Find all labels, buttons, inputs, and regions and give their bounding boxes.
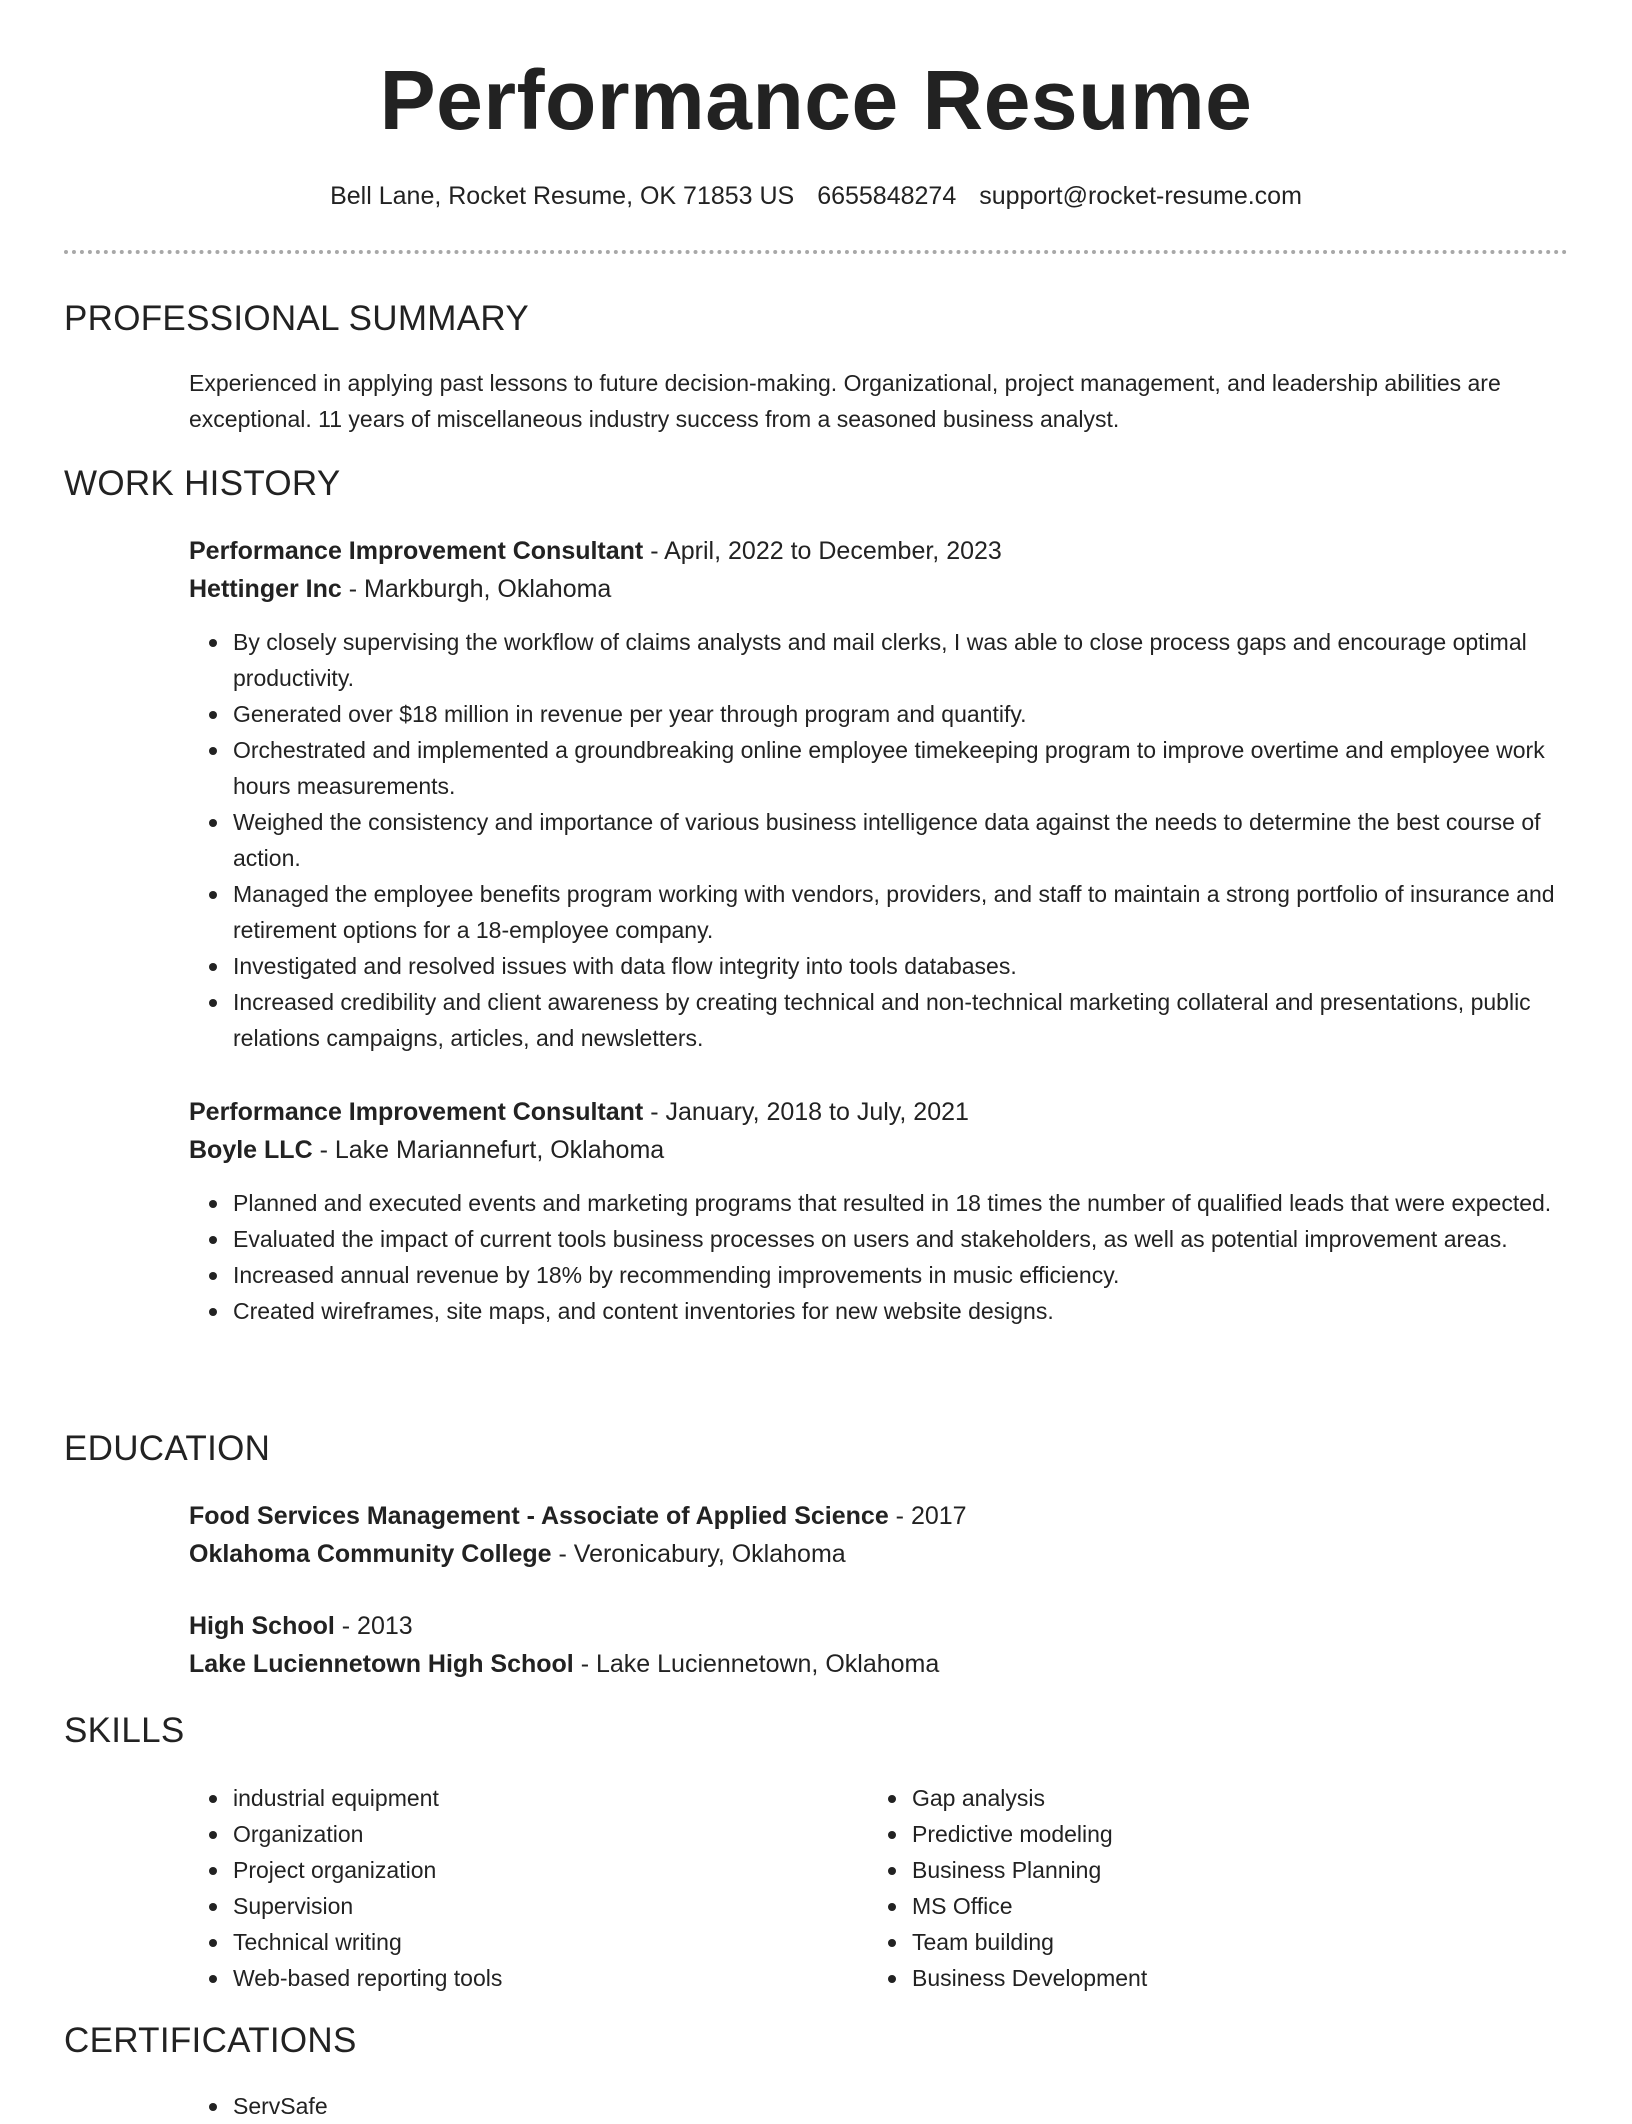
job-bullet: Generated over $18 million in revenue per year through program and quantify. <box>233 696 1569 732</box>
job-title-line <box>189 532 1569 570</box>
job-bullet: Weighed the consistency and importance of various business intelligence data against the needs to determine the best course of action. <box>233 804 1569 876</box>
education-location: - Lake Luciennetown, Oklahoma <box>573 1650 940 1678</box>
job-bullets <box>189 1185 1569 1329</box>
education-year: - 2017 <box>888 1502 967 1530</box>
job-company-line <box>189 570 1569 608</box>
education-degree-line <box>189 1497 1569 1535</box>
education-school: Lake Luciennetown High School <box>189 1650 574 1678</box>
education-year: - 2013 <box>334 1612 413 1640</box>
skill-item: Supervision <box>233 1888 829 1924</box>
job-entry <box>189 532 1569 1056</box>
skill-item: Team building <box>912 1924 1508 1960</box>
summary-heading: PROFESSIONAL SUMMARY <box>64 299 529 338</box>
certifications-heading: CERTIFICATIONS <box>64 2021 357 2060</box>
skill-item: Web-based reporting tools <box>233 1960 829 1996</box>
certifications-block <box>189 2088 1569 2124</box>
certifications-list <box>189 2088 1569 2124</box>
job-location: - Lake Mariannefurt, Oklahoma <box>312 1136 665 1164</box>
job-title-line <box>189 1093 1569 1131</box>
education-degree: Food Services Management - Associate of Applied Science <box>189 1502 889 1530</box>
skill-item: Project organization <box>233 1852 829 1888</box>
resume-name: Performance Resume <box>379 53 1253 147</box>
education-degree-line <box>189 1607 1569 1645</box>
job-company: Boyle LLC <box>189 1136 313 1164</box>
education-heading: EDUCATION <box>64 1429 271 1468</box>
education-location: - Veronicabury, Oklahoma <box>551 1540 846 1568</box>
skill-item: Business Development <box>912 1960 1508 1996</box>
header-divider <box>64 250 1568 254</box>
skills-list-right <box>868 1780 1508 1996</box>
skills-list-left <box>189 1780 829 1996</box>
contact-email: support@rocket-resume.com <box>979 182 1302 210</box>
skill-item: industrial equipment <box>233 1780 829 1816</box>
job-dates: - January, 2018 to July, 2021 <box>643 1098 969 1126</box>
skills-column-right <box>868 1780 1508 1996</box>
skills-heading: SKILLS <box>64 1711 185 1750</box>
job-bullet: Increased credibility and client awareness by creating technical and non-technical marketing collateral and presentations, public relations campaigns, articles, and newsletters. <box>233 984 1569 1056</box>
job-entry <box>189 1093 1569 1329</box>
job-bullet: Investigated and resolved issues with data flow integrity into tools databases. <box>233 948 1569 984</box>
education-entry <box>189 1607 1569 1683</box>
contact-phone: 6655848274 <box>817 182 957 210</box>
certification-item: ServSafe <box>233 2088 1569 2124</box>
skill-item: Technical writing <box>233 1924 829 1960</box>
skill-item: Organization <box>233 1816 829 1852</box>
job-bullet: Planned and executed events and marketing programs that resulted in 18 times the number of qualified leads that were expected. <box>233 1185 1569 1221</box>
education-school-line <box>189 1535 1569 1573</box>
job-bullet: Created wireframes, site maps, and content inventories for new website designs. <box>233 1293 1569 1329</box>
skills-column-left <box>189 1780 829 1996</box>
skill-item: Gap analysis <box>912 1780 1508 1816</box>
skill-item: Predictive modeling <box>912 1816 1508 1852</box>
summary-text: Experienced in applying past lessons to future decision-making. Organizational, project management, and leadership abilities are exceptional. 11 years of miscellaneous industry success from a seasoned business analyst. <box>189 370 1501 432</box>
skill-item: MS Office <box>912 1888 1508 1924</box>
contact-line <box>0 182 1632 211</box>
education-school: Oklahoma Community College <box>189 1540 552 1568</box>
job-role: Performance Improvement Consultant <box>189 537 644 565</box>
job-dates: - April, 2022 to December, 2023 <box>643 537 1002 565</box>
education-school-line <box>189 1645 1569 1683</box>
job-bullet: Increased annual revenue by 18% by recommending improvements in music efficiency. <box>233 1257 1569 1293</box>
job-bullet: By closely supervising the workflow of claims analysts and mail clerks, I was able to close process gaps and encourage optimal productivity. <box>233 624 1569 696</box>
job-company: Hettinger Inc <box>189 575 342 603</box>
job-location: - Markburgh, Oklahoma <box>341 575 612 603</box>
job-bullet: Managed the employee benefits program working with vendors, providers, and staff to maintain a strong portfolio of insurance and retirement options for a 18-employee company. <box>233 876 1569 948</box>
job-bullet: Evaluated the impact of current tools business processes on users and stakeholders, as well as potential improvement areas. <box>233 1221 1569 1257</box>
job-bullets <box>189 624 1569 1056</box>
job-role: Performance Improvement Consultant <box>189 1098 644 1126</box>
skill-item: Business Planning <box>912 1852 1508 1888</box>
education-entry <box>189 1497 1569 1573</box>
work-history-heading: WORK HISTORY <box>64 464 341 503</box>
contact-address: Bell Lane, Rocket Resume, OK 71853 US <box>330 182 795 210</box>
education-degree: High School <box>189 1612 335 1640</box>
job-company-line <box>189 1131 1569 1169</box>
job-bullet: Orchestrated and implemented a groundbreaking online employee timekeeping program to improve overtime and employee work hours measurements. <box>233 732 1569 804</box>
